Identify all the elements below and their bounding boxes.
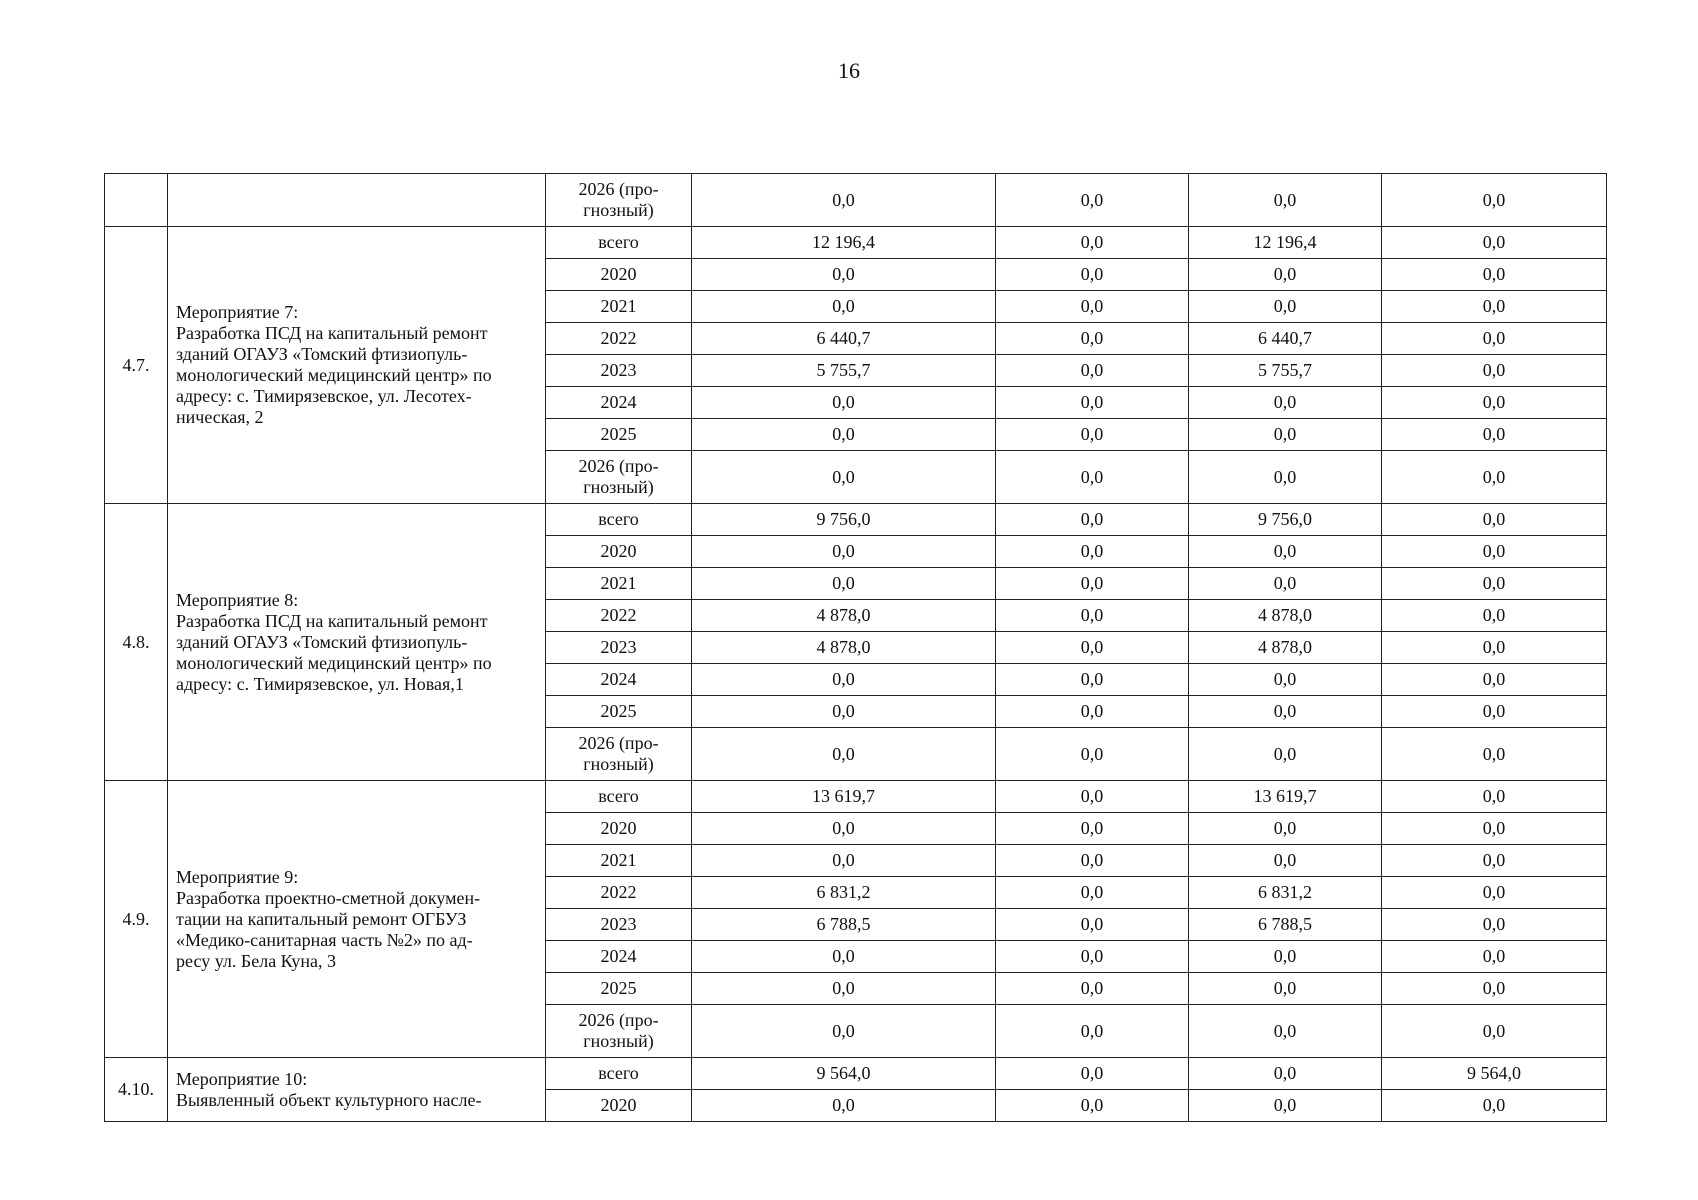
value-total-cell: 4 878,0 xyxy=(692,632,996,664)
year-cell: 2025 xyxy=(546,696,692,728)
description-line: адресу: с. Тимирязевское, ул. Лесотех- xyxy=(176,386,472,406)
value-federal-cell: 0,0 xyxy=(996,504,1189,536)
value-regional-cell: 6 831,2 xyxy=(1189,877,1382,909)
value-regional-cell: 0,0 xyxy=(1189,451,1382,504)
value-federal-cell: 0,0 xyxy=(996,568,1189,600)
year-cell: 2020 xyxy=(546,536,692,568)
budget-table xyxy=(104,173,1607,1122)
description-line: Разработка проектно-сметной докумен- xyxy=(176,887,481,908)
year-cell: 2025 xyxy=(546,973,692,1005)
year-cell: всего xyxy=(546,781,692,813)
value-regional-cell: 6 440,7 xyxy=(1189,323,1382,355)
value-federal-cell: 0,0 xyxy=(996,781,1189,813)
value-total-cell: 12 196,4 xyxy=(692,227,996,259)
value-other-cell: 0,0 xyxy=(1382,504,1607,536)
value-regional-cell: 4 878,0 xyxy=(1189,632,1382,664)
year-cell: 2022 xyxy=(546,323,692,355)
value-regional-cell: 0,0 xyxy=(1189,941,1382,973)
value-regional-cell: 0,0 xyxy=(1189,291,1382,323)
value-federal-cell: 0,0 xyxy=(996,174,1189,227)
description-line: «Медико-санитарная часть №2» по ад- xyxy=(176,929,473,950)
value-regional-cell: 0,0 xyxy=(1189,387,1382,419)
value-other-cell: 0,0 xyxy=(1382,877,1607,909)
value-other-cell: 0,0 xyxy=(1382,174,1607,227)
measure-description xyxy=(168,504,546,781)
value-regional-cell: 0,0 xyxy=(1189,419,1382,451)
value-federal-cell: 0,0 xyxy=(996,1058,1189,1090)
value-total-cell: 0,0 xyxy=(692,941,996,973)
value-regional-cell: 0,0 xyxy=(1189,845,1382,877)
year-cell: 2026 (про- гнозный) xyxy=(546,1005,692,1058)
year-cell: 2023 xyxy=(546,355,692,387)
value-total-cell: 0,0 xyxy=(692,1005,996,1058)
value-other-cell: 0,0 xyxy=(1382,909,1607,941)
value-regional-cell: 0,0 xyxy=(1189,568,1382,600)
value-total-cell: 0,0 xyxy=(692,696,996,728)
measure-index: 4.8. xyxy=(105,504,168,781)
value-federal-cell: 0,0 xyxy=(996,451,1189,504)
value-other-cell: 0,0 xyxy=(1382,568,1607,600)
value-federal-cell: 0,0 xyxy=(996,323,1189,355)
description-line: Разработка ПСД на капитальный ремонт xyxy=(176,610,488,631)
description-line: ническая, 2 xyxy=(176,407,264,427)
value-federal-cell: 0,0 xyxy=(996,845,1189,877)
value-total-cell: 0,0 xyxy=(692,845,996,877)
year-cell: 2026 (про- гнозный) xyxy=(546,728,692,781)
value-total-cell: 0,0 xyxy=(692,451,996,504)
year-cell: 2021 xyxy=(546,291,692,323)
description-line: Разработка ПСД на капитальный ремонт xyxy=(176,323,488,343)
year-cell: 2024 xyxy=(546,941,692,973)
year-cell: 2022 xyxy=(546,600,692,632)
description-line: Мероприятие 8: xyxy=(176,589,299,610)
value-total-cell: 0,0 xyxy=(692,664,996,696)
year-cell: 2024 xyxy=(546,387,692,419)
value-federal-cell: 0,0 xyxy=(996,973,1189,1005)
value-other-cell: 0,0 xyxy=(1382,696,1607,728)
value-regional-cell: 0,0 xyxy=(1189,1058,1382,1090)
year-cell: 2025 xyxy=(546,419,692,451)
year-cell: всего xyxy=(546,227,692,259)
value-regional-cell: 0,0 xyxy=(1189,973,1382,1005)
value-total-cell: 0,0 xyxy=(692,291,996,323)
table-row xyxy=(105,1058,1607,1090)
value-regional-cell: 5 755,7 xyxy=(1189,355,1382,387)
value-other-cell: 0,0 xyxy=(1382,728,1607,781)
value-regional-cell: 13 619,7 xyxy=(1189,781,1382,813)
description-line: Мероприятие 9: xyxy=(176,866,299,887)
value-total-cell: 0,0 xyxy=(692,1090,996,1122)
value-total-cell: 6 440,7 xyxy=(692,323,996,355)
value-regional-cell: 0,0 xyxy=(1189,1090,1382,1122)
measure-index: 4.10. xyxy=(105,1058,168,1122)
value-federal-cell: 0,0 xyxy=(996,1005,1189,1058)
value-other-cell: 0,0 xyxy=(1382,536,1607,568)
measure-description xyxy=(168,227,546,504)
value-total-cell: 9 564,0 xyxy=(692,1058,996,1090)
year-cell: 2020 xyxy=(546,813,692,845)
description-line: адресу: с. Тимирязевское, ул. Новая,1 xyxy=(176,673,464,694)
value-other-cell: 0,0 xyxy=(1382,419,1607,451)
table-row xyxy=(105,504,1607,536)
description-line: монологический медицинский центр» по xyxy=(176,365,492,385)
value-federal-cell: 0,0 xyxy=(996,909,1189,941)
year-cell: 2026 (про- гнозный) xyxy=(546,451,692,504)
value-other-cell: 0,0 xyxy=(1382,323,1607,355)
value-federal-cell: 0,0 xyxy=(996,1090,1189,1122)
table-row xyxy=(105,781,1607,813)
value-total-cell: 6 831,2 xyxy=(692,877,996,909)
value-total-cell: 0,0 xyxy=(692,259,996,291)
value-federal-cell: 0,0 xyxy=(996,664,1189,696)
value-federal-cell: 0,0 xyxy=(996,632,1189,664)
year-cell: всего xyxy=(546,1058,692,1090)
value-federal-cell: 0,0 xyxy=(996,387,1189,419)
value-other-cell: 0,0 xyxy=(1382,632,1607,664)
value-federal-cell: 0,0 xyxy=(996,813,1189,845)
page-number: 16 xyxy=(838,58,860,83)
year-cell: 2020 xyxy=(546,1090,692,1122)
value-other-cell: 0,0 xyxy=(1382,664,1607,696)
value-federal-cell: 0,0 xyxy=(996,600,1189,632)
measure-description xyxy=(168,781,546,1058)
value-regional-cell: 4 878,0 xyxy=(1189,600,1382,632)
value-federal-cell: 0,0 xyxy=(996,877,1189,909)
value-other-cell: 0,0 xyxy=(1382,1090,1607,1122)
measure-index: 4.9. xyxy=(105,781,168,1058)
value-other-cell: 0,0 xyxy=(1382,813,1607,845)
value-regional-cell: 0,0 xyxy=(1189,259,1382,291)
description-line: ресу ул. Бела Куна, 3 xyxy=(176,950,336,971)
table-row xyxy=(105,227,1607,259)
value-other-cell: 0,0 xyxy=(1382,387,1607,419)
value-federal-cell: 0,0 xyxy=(996,536,1189,568)
year-cell: 2023 xyxy=(546,909,692,941)
value-regional-cell: 0,0 xyxy=(1189,813,1382,845)
value-federal-cell: 0,0 xyxy=(996,419,1189,451)
description-cell xyxy=(168,174,546,227)
value-regional-cell: 12 196,4 xyxy=(1189,227,1382,259)
year-cell: 2021 xyxy=(546,568,692,600)
value-federal-cell: 0,0 xyxy=(996,259,1189,291)
value-other-cell: 0,0 xyxy=(1382,227,1607,259)
value-total-cell: 0,0 xyxy=(692,536,996,568)
value-regional-cell: 0,0 xyxy=(1189,728,1382,781)
value-regional-cell: 9 756,0 xyxy=(1189,504,1382,536)
value-total-cell: 0,0 xyxy=(692,387,996,419)
value-other-cell: 0,0 xyxy=(1382,941,1607,973)
value-total-cell: 13 619,7 xyxy=(692,781,996,813)
value-total-cell: 6 788,5 xyxy=(692,909,996,941)
value-federal-cell: 0,0 xyxy=(996,728,1189,781)
value-regional-cell: 0,0 xyxy=(1189,696,1382,728)
description-line: зданий ОГАУЗ «Томский фтизиопуль- xyxy=(176,344,468,364)
value-total-cell: 4 878,0 xyxy=(692,600,996,632)
table-row xyxy=(105,174,1607,227)
index-cell xyxy=(105,174,168,227)
value-other-cell: 0,0 xyxy=(1382,451,1607,504)
value-other-cell: 0,0 xyxy=(1382,600,1607,632)
value-other-cell: 0,0 xyxy=(1382,845,1607,877)
value-other-cell: 0,0 xyxy=(1382,355,1607,387)
year-cell: всего xyxy=(546,504,692,536)
description-line: Мероприятие 7: xyxy=(176,302,299,322)
value-other-cell: 0,0 xyxy=(1382,781,1607,813)
year-cell: 2023 xyxy=(546,632,692,664)
value-total-cell: 0,0 xyxy=(692,728,996,781)
value-regional-cell: 0,0 xyxy=(1189,1005,1382,1058)
value-federal-cell: 0,0 xyxy=(996,696,1189,728)
value-regional-cell: 0,0 xyxy=(1189,536,1382,568)
description-line: Мероприятие 10: xyxy=(176,1068,308,1089)
year-cell: 2024 xyxy=(546,664,692,696)
value-federal-cell: 0,0 xyxy=(996,941,1189,973)
measure-index: 4.7. xyxy=(105,227,168,504)
description-line: Выявленный объект культурного насле- xyxy=(176,1089,482,1110)
value-total-cell: 0,0 xyxy=(692,813,996,845)
year-cell: 2026 (про- гнозный) xyxy=(546,174,692,227)
year-cell: 2020 xyxy=(546,259,692,291)
value-regional-cell: 0,0 xyxy=(1189,664,1382,696)
value-federal-cell: 0,0 xyxy=(996,291,1189,323)
value-total-cell: 0,0 xyxy=(692,568,996,600)
measure-description xyxy=(168,1058,546,1122)
description-line: тации на капитальный ремонт ОГБУЗ xyxy=(176,908,467,929)
value-other-cell: 0,0 xyxy=(1382,291,1607,323)
value-total-cell: 0,0 xyxy=(692,174,996,227)
value-regional-cell: 6 788,5 xyxy=(1189,909,1382,941)
value-total-cell: 0,0 xyxy=(692,419,996,451)
value-other-cell: 9 564,0 xyxy=(1382,1058,1607,1090)
year-cell: 2021 xyxy=(546,845,692,877)
value-other-cell: 0,0 xyxy=(1382,973,1607,1005)
value-other-cell: 0,0 xyxy=(1382,1005,1607,1058)
description-line: монологический медицинский центр» по xyxy=(176,652,492,673)
year-cell: 2022 xyxy=(546,877,692,909)
value-federal-cell: 0,0 xyxy=(996,355,1189,387)
value-total-cell: 0,0 xyxy=(692,973,996,1005)
description-line: зданий ОГАУЗ «Томский фтизиопуль- xyxy=(176,631,468,652)
value-total-cell: 9 756,0 xyxy=(692,504,996,536)
value-total-cell: 5 755,7 xyxy=(692,355,996,387)
value-regional-cell: 0,0 xyxy=(1189,174,1382,227)
value-other-cell: 0,0 xyxy=(1382,259,1607,291)
value-federal-cell: 0,0 xyxy=(996,227,1189,259)
